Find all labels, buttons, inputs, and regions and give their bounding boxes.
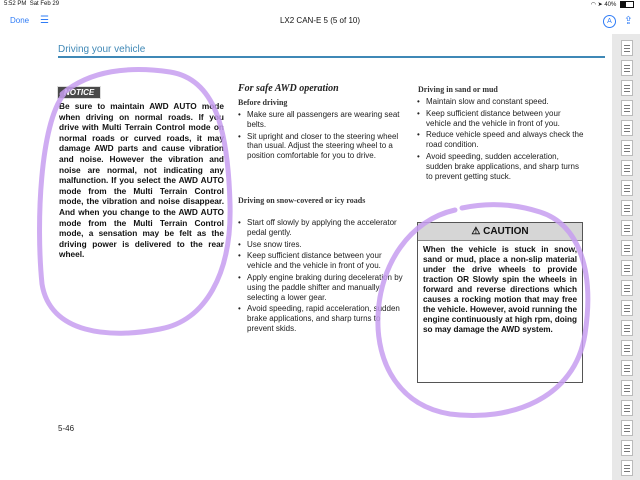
page-thumbnail[interactable]: [621, 60, 633, 76]
subheading-before-driving: Before driving: [238, 98, 288, 107]
page-thumbnail[interactable]: [621, 120, 633, 136]
list-item: • Sit upright and closer to the steering wheel than usual. Adjust the steering wheel to a position comfortable for you to drive.: [238, 132, 404, 161]
page-thumbnail[interactable]: [621, 40, 633, 56]
location-icon: ➤: [597, 2, 603, 9]
status-time-date: [4, 1, 59, 7]
page-thumbnail[interactable]: [621, 420, 633, 436]
page-thumbnail[interactable]: [621, 340, 633, 356]
status-date: Sat Feb 29: [29, 1, 60, 7]
page-thumbnail[interactable]: [621, 80, 633, 96]
page-thumbnail[interactable]: [621, 400, 633, 416]
battery-percent: 40%: [604, 2, 617, 9]
list-item: • Maintain slow and constant speed.: [417, 97, 585, 107]
battery-icon: [620, 1, 634, 8]
thumbnail-sidebar[interactable]: [612, 34, 640, 480]
status-time: 5:52 PM: [4, 1, 27, 7]
caution-header: [418, 223, 582, 241]
page-thumbnail[interactable]: [621, 160, 633, 176]
navigation-bar: [0, 10, 640, 35]
page-thumbnail[interactable]: [621, 360, 633, 376]
page-thumbnail[interactable]: [621, 140, 633, 156]
list-item: • Apply engine braking during deceleration by using the paddle shifter and manually selecting a lower gear.: [238, 273, 404, 302]
status-right: [591, 1, 634, 8]
caution-box: [417, 222, 583, 383]
page-thumbnail[interactable]: [621, 240, 633, 256]
battery-fill: [621, 2, 626, 7]
document-title: LX2 CAN-E 5 (5 of 10): [279, 16, 361, 25]
list-icon[interactable]: ☰: [40, 15, 49, 26]
subheading-sand-mud: Driving in sand or mud: [418, 85, 498, 94]
share-icon[interactable]: ⇪: [623, 15, 633, 27]
list-item: • Use snow tires.: [238, 240, 404, 250]
section-title-safe-awd: For safe AWD operation: [238, 83, 339, 94]
subheading-snow-icy: Driving on snow-covered or icy roads: [238, 196, 366, 205]
page-thumbnail[interactable]: [621, 460, 633, 476]
warning-triangle-icon: ⚠: [471, 226, 481, 237]
wifi-icon: ◠: [590, 2, 596, 9]
page-header: Driving your vehicle: [58, 44, 146, 55]
document-page: [0, 34, 612, 480]
notice-label: NOTICE: [57, 86, 101, 99]
list-item: • Avoid speeding, sudden acceleration, sudden brake applications, and sharp turns to prevent getting stuck.: [417, 152, 585, 181]
page-number: 5-46: [58, 424, 75, 433]
list-item: • Keep sufficient distance between your vehicle and the vehicle in front of you.: [417, 109, 585, 129]
list-item: • Avoid speeding, rapid acceleration, sudden brake applications, and sharp turns to prevent skids.: [238, 304, 404, 333]
page-thumbnail[interactable]: [621, 300, 633, 316]
header-rule: [58, 56, 605, 58]
snow-driving-list: [238, 218, 404, 336]
done-button[interactable]: Done: [10, 16, 30, 25]
page-thumbnail[interactable]: [621, 280, 633, 296]
page-thumbnail[interactable]: [621, 380, 633, 396]
page-thumbnail[interactable]: [621, 440, 633, 456]
reader-icon[interactable]: A: [603, 15, 616, 28]
list-item: • Reduce vehicle speed and always check the road condition.: [417, 130, 585, 150]
page-thumbnail[interactable]: [621, 180, 633, 196]
caution-text: When the vehicle is stuck in snow, sand or mud, place a non-slip material under the drive wheels to provide traction OR Slowly spin the wheels in forward and reverse directions which causes a rocking motion that may free the vehicle. However, avoid running the engine continuously at high rpm, doing so may damage the AWD system.: [423, 245, 577, 334]
page-thumbnail[interactable]: [621, 100, 633, 116]
page-thumbnail[interactable]: [621, 320, 633, 336]
page-thumbnail[interactable]: [621, 220, 633, 236]
sand-driving-list: [417, 97, 585, 183]
list-item: • Start off slowly by applying the accelerator pedal gently.: [238, 218, 404, 238]
caution-label: CAUTION: [483, 226, 529, 237]
before-driving-list: [238, 110, 404, 163]
notice-text: Be sure to maintain AWD AUTO mode when driving on normal roads. If you drive with Multi Terrain Control mode on normal roads or curved roads, it may damage AWD parts and cause vibration and noise. However the vibration and noise are normal, not indicating any malfunction. If you select the AWD AUTO mode from the Multi Terrain Control mode, the vibration and noise disappear. And when you change to the AWD AUTO mode from the Multi Terrain Control mode, a sensation may be felt as the driving power is delivered to the rear wheel.: [59, 101, 224, 260]
page-thumbnail[interactable]: [621, 260, 633, 276]
list-item: • Keep sufficient distance between your vehicle and the vehicle in front of you.: [238, 251, 404, 271]
list-item: • Make sure all passengers are wearing seat belts.: [238, 110, 404, 130]
page-thumbnail[interactable]: [621, 200, 633, 216]
status-bar: [0, 0, 640, 10]
